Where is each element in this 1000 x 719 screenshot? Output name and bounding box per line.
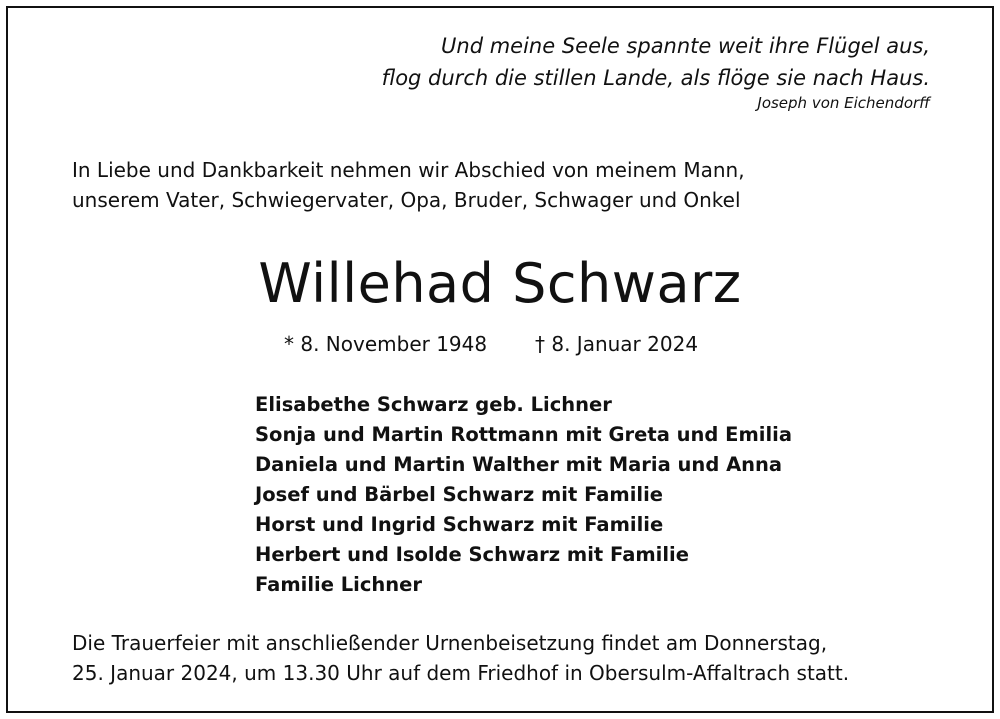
funeral-info-line-1: Die Trauerfeier mit anschließender Urnenbeisetzung findet am Donnerstag, (72, 631, 828, 655)
family-member: Herbert und Isolde Schwarz mit Familie (255, 543, 689, 566)
deceased-name: Willehad Schwarz (258, 252, 742, 315)
family-member: Sonja und Martin Rottmann mit Greta und Emilia (255, 423, 793, 446)
quote-line-1: Und meine Seele spannte weit ihre Flügel aus, (441, 34, 930, 58)
intro-line-2: unserem Vater, Schwiegervater, Opa, Bruder, Schwager und Onkel (72, 188, 741, 212)
funeral-info-line-2: 25. Januar 2024, um 13.30 Uhr auf dem Friedhof in Obersulm-Affaltrach statt. (72, 661, 850, 685)
quote-author: Joseph von Eichendorff (757, 94, 930, 112)
death-date: † 8. Januar 2024 (535, 332, 699, 356)
family-member: Horst und Ingrid Schwarz mit Familie (255, 513, 664, 536)
family-member: Familie Lichner (255, 573, 422, 596)
birth-date: * 8. November 1948 (284, 332, 488, 356)
family-member: Elisabethe Schwarz geb. Lichner (255, 393, 612, 416)
notice-border (6, 6, 994, 713)
quote-line-2: flog durch die stillen Lande, als flöge sie nach Haus. (381, 66, 930, 90)
family-member: Josef und Bärbel Schwarz mit Familie (255, 483, 664, 506)
intro-line-1: In Liebe und Dankbarkeit nehmen wir Abschied von meinem Mann, (72, 158, 745, 182)
family-member: Daniela und Martin Walther mit Maria und Anna (255, 453, 783, 476)
